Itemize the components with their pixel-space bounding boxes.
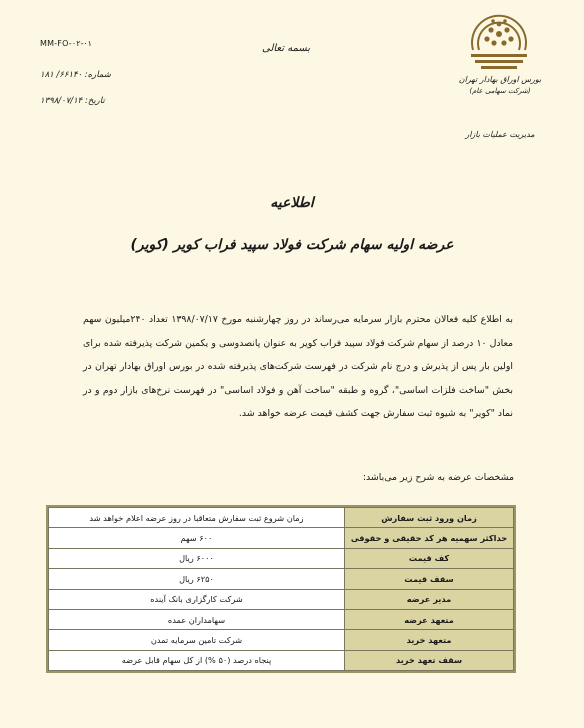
table-row: [49, 508, 514, 528]
spec-value: شرکت کارگزاری بانک آینده: [49, 589, 345, 609]
spec-value: زمان شروع ثبت سفارش متعاقبا در روز عرضه اعلام خواهد شد: [49, 508, 345, 528]
table-row: [49, 548, 514, 568]
table-row: [49, 589, 514, 609]
spec-value: پنجاه درصد (۵۰ %) از کل سهام قابل عرضه: [49, 650, 345, 670]
spec-label: سقف تعهد خرید: [345, 650, 514, 670]
table-row: [49, 569, 514, 589]
spec-value: ۶۰۰ سهم: [49, 528, 345, 548]
spec-label: زمان ورود ثبت سفارش: [345, 508, 514, 528]
table-row: [49, 650, 514, 670]
organization-type: (شرکت سهامی عام): [469, 87, 531, 95]
announcement-body: به اطلاع کلیه فعالان محترم بازار سرمایه می‌رساند در روز چهارشنبه مورخ ۱۳۹۸/۰۷/۱۷ تعداد ۲۴۰میلیون سهم معادل ۱۰ درصد از سهام شرکت فولاد سپید فراب کویر به عنوان پانصدوسی و یکمین شرکت پذیرفته شده برای اولین بار پس از پذیرش و درج نام شرکت در فهرست شرکت‌های پذیرفته شده در بورس اوراق بهادار تهران در بخش "ساخت فلزات اساسی"، گروه و طبقه "ساخت آهن و فولاد اساسی" در فهرست نرخ‌های بازار دوم و در نماد "کویر" به شیوه ثبت سفارش جهت کشف قیمت عرضه خواهد شد.: [83, 314, 513, 419]
spec-value: سهامداران عمده: [49, 609, 345, 629]
announcement-title: اطلاعیه: [270, 195, 314, 211]
spec-value: ۶۲۵۰ ریال: [49, 569, 345, 589]
spec-value: شرکت تامین سرمایه تمدن: [49, 630, 345, 650]
spec-value: ۶۰۰۰ ریال: [49, 548, 345, 568]
table-row: [49, 630, 514, 650]
announcement-subtitle: عرضه اولیه سهام شرکت فولاد سپید فراب کویر (کویر): [130, 237, 454, 253]
letter-date: تاریخ: ۱۳۹۸/۰۷/۱۴: [40, 96, 105, 106]
spec-label: سقف قیمت: [345, 569, 514, 589]
table-row: [49, 528, 514, 548]
organization-name: بورس اوراق بهادار تهران: [458, 75, 542, 84]
specs-heading: مشخصات عرضه به شرح زیر می‌باشد:: [362, 472, 514, 483]
bismillah-heading: بسمه تعالی: [262, 43, 311, 54]
spec-label: متعهد خرید: [345, 630, 514, 650]
spec-label: کف قیمت: [345, 548, 514, 568]
exchange-logo-icon: [467, 10, 531, 72]
spec-label: متعهد عرضه: [345, 609, 514, 629]
spec-label: مدیر عرضه: [345, 589, 514, 609]
table-row: [49, 609, 514, 629]
spec-label: حداکثر سهمیه هر کد حقیقی و حقوقی: [345, 528, 514, 548]
letter-number: شماره: ۶۶۱۴۰/ ۱۸۱: [40, 70, 111, 80]
document-code: MM-FO-۰۲-۰۱: [40, 39, 92, 48]
department-name: مدیریت عملیات بازار: [465, 130, 535, 139]
offering-specs-table: [48, 507, 514, 671]
